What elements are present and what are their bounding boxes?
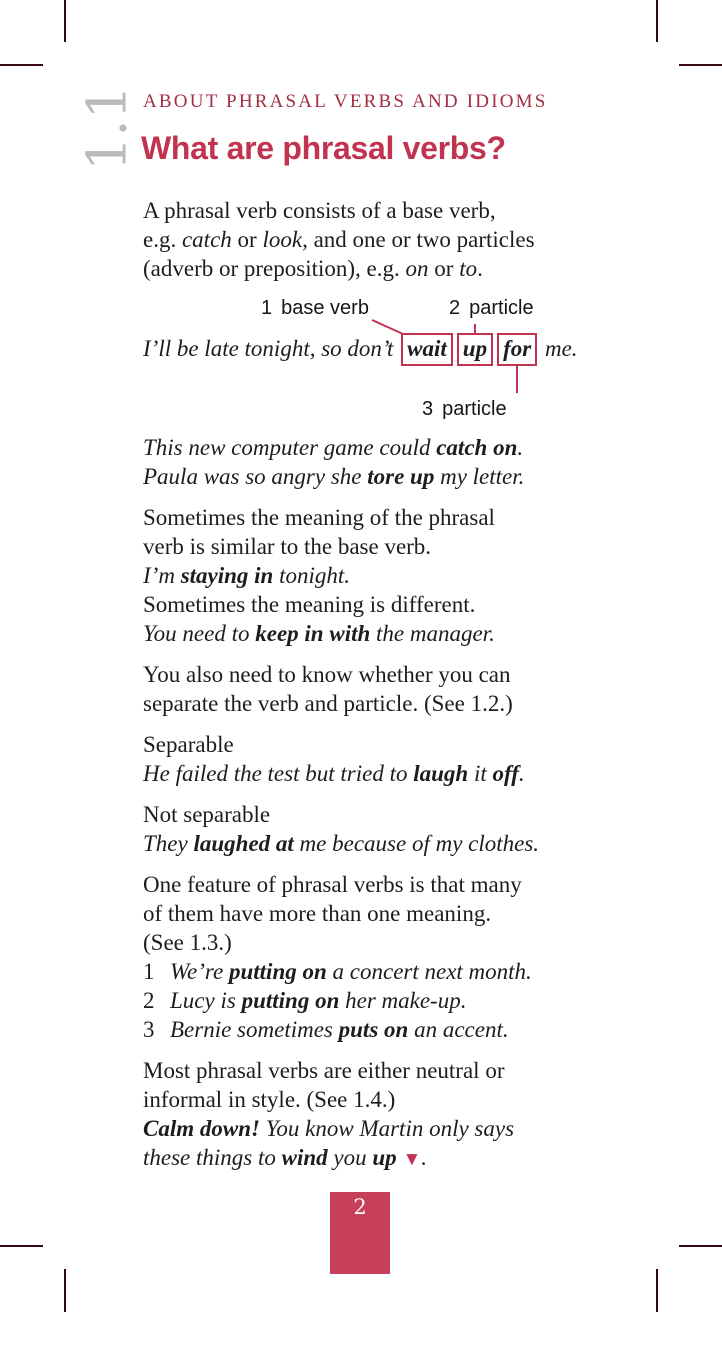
diagram-label-particle-2 — [449, 294, 534, 323]
text-line — [143, 899, 623, 928]
page-number: 2 — [353, 1195, 367, 1219]
text-line — [143, 619, 623, 648]
boxed-word: up — [457, 333, 493, 366]
text-run: putting on — [241, 988, 340, 1013]
text-line — [143, 957, 623, 986]
text-flow-after-diagram — [143, 433, 623, 1174]
text-run: One feature of phrasal verbs is that many — [143, 872, 522, 897]
multiple-meanings-paragraph — [143, 870, 623, 1044]
text-run: Most phrasal verbs are either neutral or — [143, 1058, 505, 1083]
red-triangle-icon: ▼ — [402, 1149, 422, 1170]
text-line — [143, 1143, 623, 1174]
text-line — [143, 254, 623, 283]
text-run: an accent. — [408, 1017, 509, 1042]
text-run: tore up — [367, 464, 435, 489]
text-run: wind — [281, 1145, 328, 1170]
text-run: off — [492, 761, 519, 786]
text-run: laugh — [413, 761, 469, 786]
text-run: . — [477, 256, 483, 281]
text-run: You know Martin only says — [259, 1116, 515, 1141]
text-run: on — [405, 256, 429, 281]
label-number: 3 — [422, 398, 434, 420]
text-line — [143, 532, 623, 561]
crop-mark-bottom-left-vertical — [64, 1269, 66, 1312]
text-run: , and one or two particles — [302, 227, 535, 252]
text-run: You also need to know whether you can — [143, 662, 511, 687]
crop-mark-top-left-horizontal — [0, 64, 43, 66]
diagram-label-particle-3 — [422, 395, 507, 424]
text-run: . — [517, 435, 524, 460]
text-run: . — [421, 1145, 427, 1170]
text-run: me because of my clothes. — [293, 831, 540, 856]
example-pair-paragraph — [143, 433, 623, 491]
text-run: He failed the test but tried to — [143, 761, 414, 786]
text-run: to — [459, 256, 478, 281]
diagram-label-base-verb — [261, 294, 369, 323]
text-run: Sometimes the meaning of the phrasal — [143, 505, 495, 530]
text-flow-before-diagram — [143, 196, 623, 283]
text-line — [143, 196, 623, 225]
not-separable-paragraph — [143, 800, 623, 858]
text-line — [143, 1056, 623, 1085]
label-text: particle — [469, 297, 534, 319]
text-run: Lucy is — [170, 988, 242, 1013]
crop-mark-bottom-right-horizontal — [679, 1245, 722, 1247]
text-run: A phrasal verb consists of a base verb, — [143, 198, 496, 223]
text-line — [143, 503, 623, 532]
label-text: particle — [442, 398, 507, 420]
example-sentence — [143, 333, 578, 366]
text-line — [143, 759, 623, 788]
text-run: of them have more than one meaning. — [143, 901, 492, 926]
text-run: They — [143, 831, 194, 856]
text-line — [143, 1085, 623, 1114]
text-run: . — [518, 761, 525, 786]
text-run: I’m — [143, 563, 181, 588]
text-run: verb is similar to the base verb. — [143, 534, 432, 559]
label-text: base verb — [281, 297, 369, 319]
text-run: (adverb or preposition), e.g. — [143, 256, 406, 281]
text-run: you — [327, 1145, 373, 1170]
text-line — [143, 829, 623, 858]
text-run: up — [372, 1145, 403, 1170]
text-run: me. — [539, 336, 578, 361]
text-run: putting on — [228, 959, 327, 984]
boxed-word: wait — [401, 333, 453, 366]
text-run: tonight. — [273, 563, 351, 588]
text-run: her make-up. — [339, 988, 467, 1013]
text-line — [143, 870, 623, 899]
section-number-rotated: 1.1 — [75, 85, 139, 171]
text-run: the manager. — [370, 621, 495, 646]
text-run: Separable — [143, 732, 234, 757]
text-run: or — [428, 256, 460, 281]
text-run: e.g. — [143, 227, 182, 252]
text-line — [143, 462, 623, 491]
text-line — [143, 800, 623, 829]
text-run: This new computer game could — [143, 435, 437, 460]
meaning-paragraph — [143, 503, 623, 648]
page-number-tab — [330, 1192, 390, 1274]
text-run: staying in — [180, 563, 274, 588]
text-run: look — [262, 227, 303, 252]
text-run: Calm down! — [143, 1116, 260, 1141]
text-run: 1 — [143, 959, 155, 984]
text-line — [143, 986, 623, 1015]
text-run: You need to — [143, 621, 256, 646]
text-line — [143, 561, 623, 590]
crop-mark-top-right-vertical — [656, 0, 658, 42]
text-run: these things to — [143, 1145, 282, 1170]
text-run: laughed at — [193, 831, 294, 856]
text-line — [143, 1015, 623, 1044]
text-run: We’re — [170, 959, 229, 984]
text-line — [143, 590, 623, 619]
crop-mark-bottom-left-horizontal — [0, 1245, 43, 1247]
text-run: 2 — [143, 988, 155, 1013]
text-line — [143, 730, 623, 759]
body-content — [143, 196, 623, 1174]
crop-mark-top-left-vertical — [64, 0, 66, 42]
text-run: it — [468, 761, 493, 786]
style-paragraph — [143, 1056, 623, 1174]
text-run: puts on — [338, 1017, 409, 1042]
text-run: informal in style. (See 1.4.) — [143, 1087, 396, 1112]
text-run: Paula was so angry she — [143, 464, 368, 489]
crop-mark-top-right-horizontal — [679, 64, 722, 66]
label-number: 1 — [261, 297, 273, 319]
text-run: or — [231, 227, 263, 252]
text-run: I’ll be late tonight, so don’t — [143, 336, 400, 361]
text-run: (See 1.3.) — [143, 930, 232, 955]
label-number: 2 — [449, 297, 461, 319]
text-run: keep in with — [255, 621, 371, 646]
page-title: What are phrasal verbs? — [141, 130, 506, 166]
chapter-kicker: ABOUT PHRASAL VERBS AND IDIOMS — [143, 91, 548, 112]
phrasal-verb-diagram — [143, 291, 598, 421]
text-run: my letter. — [434, 464, 525, 489]
intro-paragraph — [143, 196, 623, 283]
text-run: catch on — [436, 435, 518, 460]
text-line — [143, 660, 623, 689]
boxed-word: for — [497, 333, 537, 366]
separate-paragraph — [143, 660, 623, 718]
text-line — [143, 225, 623, 254]
text-run: Sometimes the meaning is different. — [143, 592, 476, 617]
text-line — [143, 928, 623, 957]
crop-mark-bottom-right-vertical — [656, 1269, 658, 1312]
text-run: Bernie sometimes — [170, 1017, 339, 1042]
text-run: a concert next month. — [326, 959, 532, 984]
separable-paragraph — [143, 730, 623, 788]
text-line — [143, 433, 623, 462]
text-run: catch — [181, 227, 232, 252]
text-run: separate the verb and particle. (See 1.2.) — [143, 691, 513, 716]
text-line — [143, 689, 623, 718]
text-line — [143, 1114, 623, 1143]
text-run: 3 — [143, 1017, 155, 1042]
text-run: Not separable — [143, 802, 271, 827]
